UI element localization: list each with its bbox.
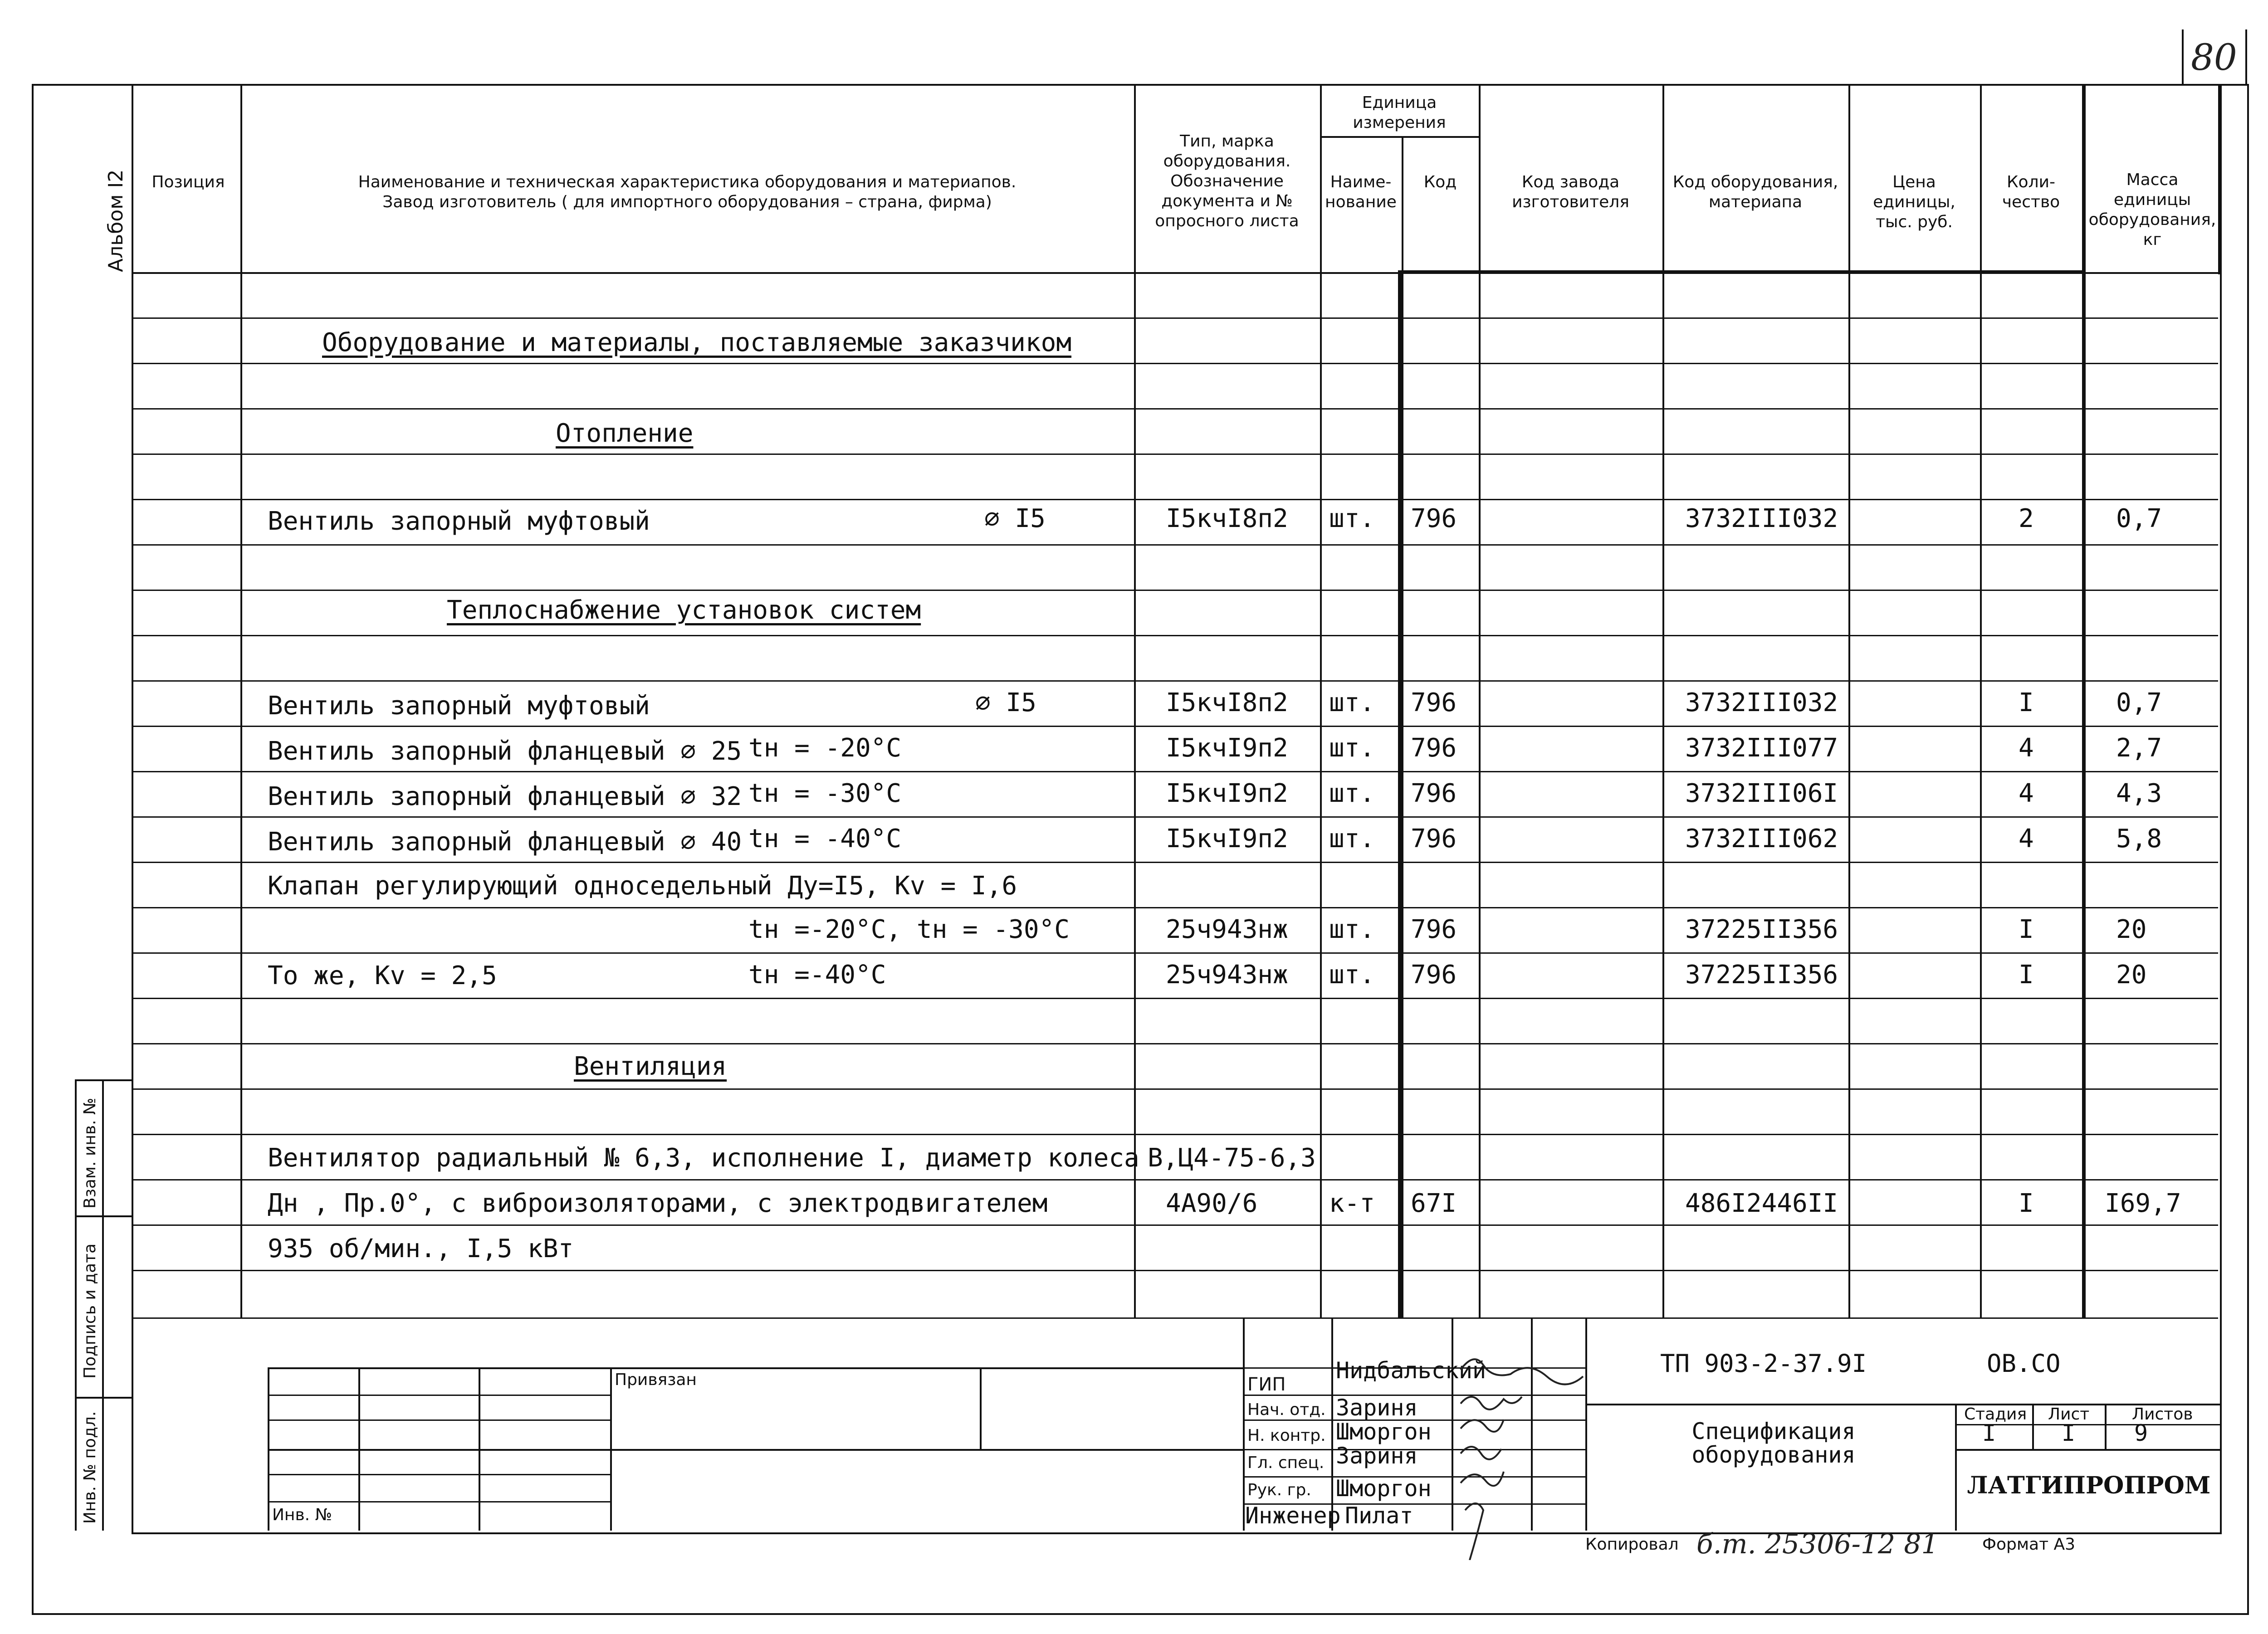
item-name: Вентиль запорный фланцевый ∅ 32 xyxy=(268,782,742,811)
vzam-inv-label: Взам. инв. № xyxy=(81,1097,99,1209)
item-code: 796 xyxy=(1411,779,1457,808)
header-price: Цена единицы, тыс. руб. xyxy=(1873,173,1955,231)
title-block-line xyxy=(1585,1404,2220,1405)
row-line xyxy=(132,1134,2218,1135)
role-gip: ГИП xyxy=(1247,1374,1286,1395)
row-line xyxy=(132,771,2218,772)
sheets-label: Листов xyxy=(2132,1405,2193,1424)
item-type: I5кчI8п2 xyxy=(1166,504,1288,533)
header-unit-name: Наиме- нование xyxy=(1325,173,1397,211)
item-eq-code: 37225II356 xyxy=(1685,915,1838,944)
item-mass: 5,8 xyxy=(2116,824,2162,854)
page-left-edge xyxy=(32,703,34,1610)
item-name: Вентиль запорный муфтовый xyxy=(268,691,650,721)
organization: ЛАТГИПРОПРОМ xyxy=(1967,1472,2211,1499)
role-gl-spec: Гл. спец. xyxy=(1247,1454,1325,1472)
row-line xyxy=(132,1224,2218,1226)
item-qty: 4 xyxy=(2019,824,2034,854)
row-line xyxy=(132,454,2218,455)
col-line-thick xyxy=(1398,272,1402,1317)
item-unit: шт. xyxy=(1329,915,1375,944)
item-unit: к-т xyxy=(1329,1189,1375,1218)
item-temp: tн = -40°C xyxy=(748,824,902,854)
item-type: I5кчI9п2 xyxy=(1166,733,1288,763)
inv-podl-label: Инв. № подл. xyxy=(81,1411,99,1524)
row-line xyxy=(132,363,2218,364)
item-qty: I xyxy=(2019,960,2034,990)
item-code: 796 xyxy=(1411,733,1457,763)
item-eq-code: 37225II356 xyxy=(1685,960,1838,990)
item-code: 796 xyxy=(1411,960,1457,990)
item-qty: I xyxy=(2019,1189,2034,1218)
col-line xyxy=(1479,84,1481,1317)
header-mass: Масса единицы оборудования, кг xyxy=(2088,171,2216,249)
item-qty: 4 xyxy=(2019,733,2034,763)
item-name: Вентиль запорный фланцевый ∅ 25 xyxy=(268,737,742,766)
row-line xyxy=(132,408,2218,410)
item-mass: 20 xyxy=(2116,960,2147,990)
format-label: Формат А3 xyxy=(1982,1535,2076,1554)
row-line xyxy=(132,816,2218,818)
unit-split-line xyxy=(1320,136,1479,138)
item-code: 796 xyxy=(1411,688,1457,717)
item-unit: шт. xyxy=(1329,960,1375,990)
kopiroval-label: Копировал xyxy=(1585,1535,1679,1554)
role-gl-spec-name: Зариня xyxy=(1336,1443,1418,1469)
title-block-line xyxy=(2032,1404,2034,1449)
item-type: 25ч943нж xyxy=(1166,960,1288,990)
item-mass: 2,7 xyxy=(2116,733,2162,763)
role-n-kontr-name: Шморгон xyxy=(1336,1419,1432,1445)
roles-line xyxy=(1243,1317,1245,1531)
item-code: 796 xyxy=(1411,915,1457,944)
item-eq-code: 3732III062 xyxy=(1685,824,1838,854)
album-label: Альбом I2 xyxy=(104,169,127,272)
row-line xyxy=(132,998,2218,999)
row-line xyxy=(132,726,2218,727)
item-diameter: ∅ I5 xyxy=(984,504,1046,533)
role-nach-otd: Нач. отд. xyxy=(1247,1400,1326,1419)
doc-mark: ОВ.СО xyxy=(1987,1349,2061,1378)
row-line xyxy=(132,317,2218,319)
header-position: Позиция xyxy=(152,173,225,191)
item-type: 4А90/6 xyxy=(1166,1189,1258,1218)
item-mass: I69,7 xyxy=(2105,1189,2181,1218)
col-line xyxy=(1980,84,1982,1317)
row-line xyxy=(132,1270,2218,1271)
section-title: Отопление xyxy=(556,419,694,448)
role-n-kontr: Н. контр. xyxy=(1247,1426,1326,1445)
section-title: Оборудование и материалы, поставляемые заказчиком xyxy=(322,328,1072,357)
row-line xyxy=(132,499,2218,500)
stamp-line xyxy=(268,1474,610,1475)
item-type: I5кчI8п2 xyxy=(1166,688,1288,717)
item-type: I5кчI9п2 xyxy=(1166,824,1288,854)
col-line-thick xyxy=(2082,84,2086,1317)
thick-top-line xyxy=(1398,270,2084,274)
header-unit-code: Код xyxy=(1423,173,1457,191)
item-qty: I xyxy=(2019,915,2034,944)
item-qty: 2 xyxy=(2019,504,2034,533)
header-name: Наименование и техническая характеристика оборудования и материапов. Завод изготовитель ( для импортного оборудования – страна, фирма) xyxy=(358,173,1017,211)
item-code: 67I xyxy=(1411,1189,1457,1218)
item-name: Клапан регулирующий односедельный Ду=I5, Кv = I,6 xyxy=(268,871,1017,901)
header-factory-code: Код завода изготовителя xyxy=(1512,173,1629,211)
item-unit: шт. xyxy=(1329,824,1375,854)
col-line xyxy=(240,84,242,1317)
role-inzhener-name: Пилат xyxy=(1345,1502,1413,1529)
item-name: Вентилятор радиальный № 6,3, исполнение I, диаметр колеса xyxy=(268,1143,1139,1173)
row-line xyxy=(132,907,2218,908)
left-stamp-line xyxy=(102,1079,104,1531)
podpis-data-label: Подпись и дата xyxy=(81,1243,99,1379)
item-mass: 20 xyxy=(2116,915,2147,944)
item-temp: tн = -30°C xyxy=(748,779,902,808)
item-mass: 0,7 xyxy=(2116,688,2162,717)
row-line xyxy=(132,862,2218,863)
privyazan-label: Привязан xyxy=(615,1371,697,1389)
item-qty: 4 xyxy=(2019,779,2034,808)
item-eq-code: 3732III06I xyxy=(1685,779,1838,808)
item-type: В,Ц4-75-6,3 xyxy=(1148,1143,1316,1173)
title-block-line xyxy=(2105,1404,2107,1449)
role-inzhener: Инженер xyxy=(1245,1502,1341,1529)
row-line xyxy=(132,1088,2218,1090)
sheet-value: I xyxy=(2062,1420,2076,1446)
sheet-box-line xyxy=(2182,29,2184,84)
inv-label: Инв. № xyxy=(272,1506,332,1524)
row-line xyxy=(132,1043,2218,1044)
item-name: Вентиль запорный фланцевый ∅ 40 xyxy=(268,827,742,857)
role-gip-name: Нидбальский xyxy=(1336,1357,1486,1384)
copy-code: б.т. 25306-12 81 xyxy=(1696,1528,1939,1560)
stamp-line xyxy=(268,1419,610,1421)
left-stamp-line xyxy=(75,1079,77,1531)
doc-title: Спецификация оборудования xyxy=(1691,1418,1856,1468)
col-line xyxy=(1134,84,1136,1317)
col-line xyxy=(2218,84,2220,274)
row-line xyxy=(132,635,2218,636)
section-title: Теплоснабжение установок систем xyxy=(447,595,921,625)
item-mass: 4,3 xyxy=(2116,779,2162,808)
item-mass: 0,7 xyxy=(2116,504,2162,533)
stamp-line xyxy=(268,1449,1243,1451)
item-unit: шт. xyxy=(1329,733,1375,763)
item-name: Дн , Пр.0°, с виброизоляторами, с электродвигателем xyxy=(268,1189,1048,1218)
stamp-line xyxy=(268,1395,610,1396)
stamp-line xyxy=(268,1367,1243,1369)
item-eq-code: 486I2446II xyxy=(1685,1189,1838,1218)
item-unit: шт. xyxy=(1329,688,1375,717)
title-block-line xyxy=(1955,1449,2220,1451)
item-temp: tн =-40°C xyxy=(748,960,886,990)
header-unit: Единица измерения xyxy=(1353,93,1446,132)
row-line xyxy=(132,952,2218,954)
role-nach-otd-name: Зариня xyxy=(1336,1395,1418,1421)
item-name: Вентиль запорный муфтовый xyxy=(268,507,650,536)
item-type: I5кчI9п2 xyxy=(1166,779,1288,808)
item-unit: шт. xyxy=(1329,504,1375,533)
roles-line xyxy=(1331,1317,1333,1531)
title-block-line xyxy=(1955,1404,1957,1531)
item-temp: tн = -20°C xyxy=(748,733,902,763)
col-line xyxy=(1662,84,1664,1317)
item-type: 25ч943нж xyxy=(1166,915,1288,944)
stage-label: Стадия xyxy=(1964,1405,2027,1424)
item-temp: tн =-20°C, tн = -30°C xyxy=(748,915,1070,944)
stamp-line xyxy=(980,1367,982,1449)
stamp-line xyxy=(268,1501,610,1502)
item-code: 796 xyxy=(1411,824,1457,854)
row-line xyxy=(132,1317,2218,1319)
signatures xyxy=(1452,1351,1606,1560)
item-eq-code: 3732III032 xyxy=(1685,504,1838,533)
row-line xyxy=(132,1179,2218,1180)
section-title: Вентиляция xyxy=(574,1052,727,1081)
row-line xyxy=(132,680,2218,682)
sheet-number: 80 xyxy=(2191,36,2237,78)
item-eq-code: 3732III032 xyxy=(1685,688,1838,717)
header-type: Тип, марка оборудования. Обозначение документа и № опросного листа xyxy=(1155,132,1299,230)
stage-value: I xyxy=(1982,1420,1996,1446)
header-equipment-code: Код оборудования, материапа xyxy=(1672,173,1838,211)
sheets-value: 9 xyxy=(2134,1420,2148,1446)
doc-code: ТП 903-2-37.9I xyxy=(1660,1349,1867,1378)
role-ruk-gr: Рук. гр. xyxy=(1247,1481,1311,1499)
col-line xyxy=(1848,84,1850,1317)
item-unit: шт. xyxy=(1329,779,1375,808)
item-qty: I xyxy=(2019,688,2034,717)
role-ruk-gr-name: Шморгон xyxy=(1336,1475,1432,1502)
item-diameter: ∅ I5 xyxy=(975,688,1036,717)
row-line xyxy=(132,590,2218,591)
item-name: То же, Кv = 2,5 xyxy=(268,961,497,990)
item-name: 935 об/мин., I,5 кВт xyxy=(268,1234,574,1263)
row-line xyxy=(132,544,2218,546)
header-quantity: Коли- чество xyxy=(2002,173,2060,211)
col-line xyxy=(1320,84,1322,1317)
sheet-box-line-right xyxy=(2245,29,2247,84)
item-code: 796 xyxy=(1411,504,1457,533)
sheet-label: Лист xyxy=(2048,1405,2090,1424)
item-eq-code: 3732III077 xyxy=(1685,733,1838,763)
